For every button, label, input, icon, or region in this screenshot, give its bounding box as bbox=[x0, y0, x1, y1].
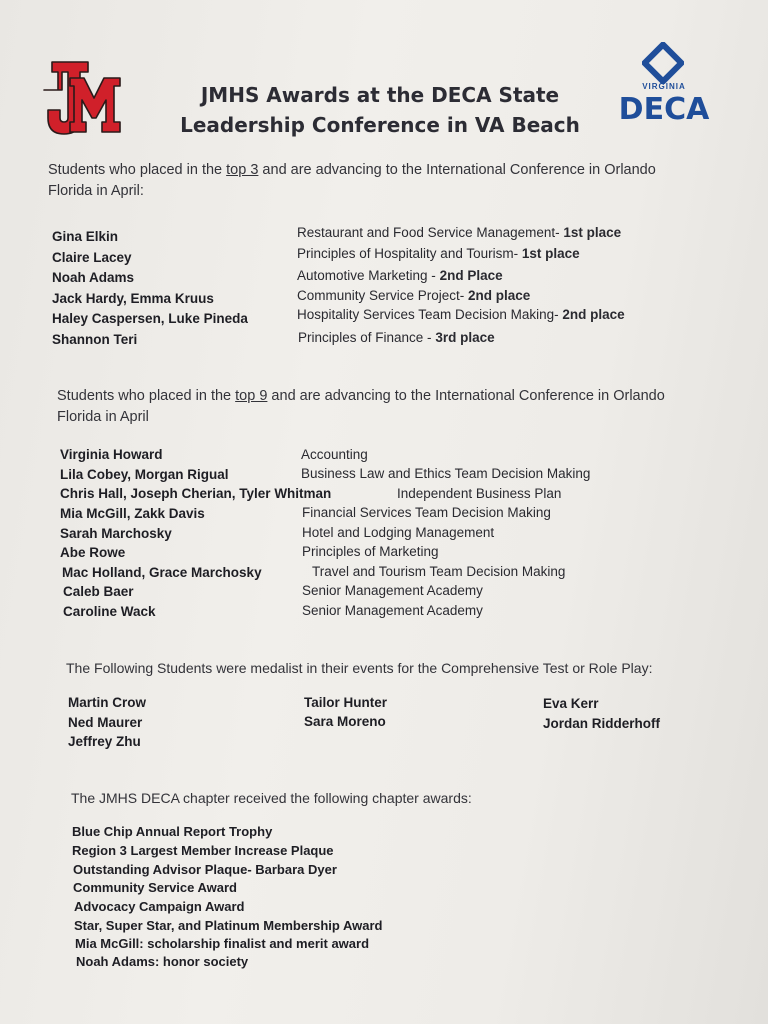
student-name: Haley Caspersen, Luke Pineda bbox=[52, 311, 248, 326]
event-label: Senior Management Academy bbox=[302, 583, 483, 598]
student-name: Jack Hardy, Emma Kruus bbox=[52, 291, 214, 306]
medalist-name: Jordan Ridderhoff bbox=[543, 716, 660, 731]
place-label: 1st place bbox=[521, 246, 580, 261]
chapter-award: Community Service Award bbox=[73, 880, 237, 895]
student-name: Virginia Howard bbox=[60, 447, 163, 462]
event-label: Hospitality Services Team Decision Making- bbox=[297, 307, 563, 322]
student-name: Abe Rowe bbox=[60, 545, 126, 560]
event-label: Community Service Project- bbox=[297, 288, 469, 303]
event-label: Independent Business Plan bbox=[397, 486, 562, 501]
deca-diamond-icon bbox=[642, 42, 684, 84]
intro-text: Students who placed in the bbox=[57, 388, 236, 404]
event-result bbox=[297, 224, 621, 242]
virginia-deca-logo bbox=[608, 42, 720, 134]
event-result bbox=[297, 267, 503, 285]
place-label: 2nd place bbox=[562, 307, 625, 322]
chapter-award: Star, Super Star, and Platinum Membership Award bbox=[74, 918, 383, 933]
event-label: Principles of Hospitality and Tourism- bbox=[297, 246, 522, 261]
deca-state-label: VIRGINIA bbox=[642, 82, 686, 91]
chapter-award: Noah Adams: honor society bbox=[76, 954, 249, 969]
student-name: Shannon Teri bbox=[52, 332, 138, 347]
student-name: Mac Holland, Grace Marchosky bbox=[62, 565, 262, 580]
medalist-name: Ned Maurer bbox=[68, 715, 143, 730]
place-label: 1st place bbox=[563, 225, 622, 240]
event-result bbox=[297, 306, 625, 324]
place-label: 2nd place bbox=[468, 288, 531, 303]
place-label: 3rd place bbox=[435, 330, 495, 345]
chapter-award: Advocacy Campaign Award bbox=[74, 899, 245, 914]
section3-intro: The Following Students were medalist in their events for the Comprehensive Test or Role Play: bbox=[66, 660, 653, 676]
event-label: Principles of Finance - bbox=[298, 330, 436, 345]
event-result bbox=[298, 329, 495, 347]
student-name: Mia McGill, Zakk Davis bbox=[60, 506, 205, 521]
student-name: Noah Adams bbox=[52, 270, 135, 285]
event-label: Restaurant and Food Service Management- bbox=[297, 225, 564, 240]
event-label: Principles of Marketing bbox=[302, 544, 439, 559]
event-label: Business Law and Ethics Team Decision Making bbox=[301, 466, 591, 481]
jm-school-logo bbox=[40, 56, 126, 140]
intro-text: Florida in April: bbox=[48, 183, 144, 199]
chapter-award: Mia McGill: scholarship finalist and merit award bbox=[75, 936, 370, 951]
page-title bbox=[160, 80, 600, 140]
title-line-2: Leadership Conference in VA Beach bbox=[180, 113, 580, 137]
deca-wordmark: DECA bbox=[618, 92, 710, 127]
event-label: Automotive Marketing - bbox=[297, 268, 440, 283]
medalist-name: Tailor Hunter bbox=[304, 695, 388, 710]
chapter-award: Region 3 Largest Member Increase Plaque bbox=[72, 843, 334, 858]
medalist-name: Jeffrey Zhu bbox=[68, 734, 141, 749]
student-name: Sarah Marchosky bbox=[60, 526, 172, 541]
event-label: Financial Services Team Decision Making bbox=[302, 505, 551, 520]
medalist-name: Sara Moreno bbox=[304, 714, 386, 729]
event-label: Hotel and Lodging Management bbox=[302, 525, 495, 540]
chapter-award: Blue Chip Annual Report Trophy bbox=[72, 824, 273, 839]
student-name: Gina Elkin bbox=[52, 229, 119, 244]
student-name: Caleb Baer bbox=[63, 584, 134, 599]
section4-intro: The JMHS DECA chapter received the following chapter awards: bbox=[71, 790, 472, 806]
event-result bbox=[297, 287, 530, 305]
student-name: Chris Hall, Joseph Cherian, Tyler Whitman bbox=[60, 486, 332, 501]
intro-underlined: top 9 bbox=[235, 388, 268, 404]
medalist-name: Eva Kerr bbox=[543, 696, 599, 711]
student-name: Lila Cobey, Morgan Rigual bbox=[60, 467, 229, 482]
event-label: Accounting bbox=[301, 447, 368, 462]
event-label: Senior Management Academy bbox=[302, 603, 483, 618]
medalist-name: Martin Crow bbox=[68, 695, 147, 710]
student-name: Claire Lacey bbox=[52, 250, 132, 265]
title-line-1: JMHS Awards at the DECA State bbox=[200, 83, 560, 107]
intro-text: Students who placed in the bbox=[48, 162, 227, 178]
event-result bbox=[297, 245, 580, 263]
section1-intro bbox=[48, 160, 656, 202]
intro-text: and are advancing to the International Conference in Orlando bbox=[267, 388, 665, 404]
event-label: Travel and Tourism Team Decision Making bbox=[312, 564, 566, 579]
student-name: Caroline Wack bbox=[63, 604, 156, 619]
intro-text: Florida in April bbox=[57, 409, 149, 425]
chapter-award: Outstanding Advisor Plaque- Barbara Dyer bbox=[73, 862, 337, 877]
section2-intro bbox=[57, 386, 665, 428]
place-label: 2nd Place bbox=[439, 268, 503, 283]
intro-text: and are advancing to the International Conference in Orlando bbox=[258, 162, 656, 178]
intro-underlined: top 3 bbox=[226, 162, 259, 178]
